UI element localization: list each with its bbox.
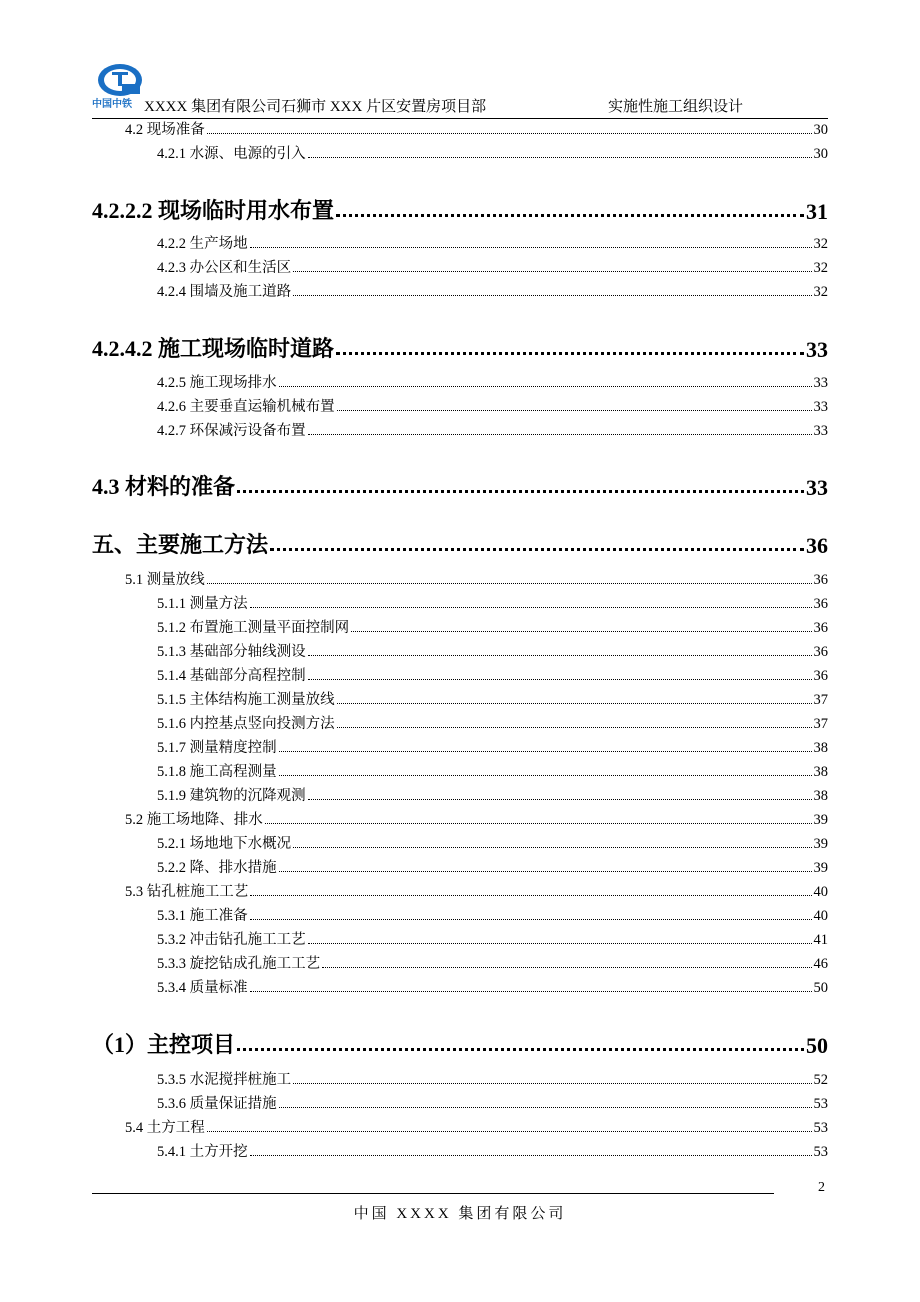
- toc-entry[interactable]: [92, 419, 828, 440]
- toc-entry-page: 38: [813, 788, 828, 804]
- toc-leader-dots: [308, 157, 812, 158]
- toc-entry-page: 50: [813, 980, 828, 996]
- toc-entry-page: 32: [813, 236, 828, 252]
- toc-entry[interactable]: [92, 952, 828, 973]
- toc-entry-page: 33: [813, 399, 828, 415]
- toc-entry-label: 5.3.6 质量保证措施: [157, 1096, 277, 1112]
- toc-leader-dots: [336, 352, 804, 355]
- toc-entry[interactable]: [92, 664, 828, 685]
- toc-entry-page: 32: [813, 260, 828, 276]
- toc-entry-label: 5.3 钻孔桩施工工艺: [125, 884, 249, 900]
- toc-entry-label: 5.2.1 场地地下水概况: [157, 836, 292, 852]
- toc-entry-label: （1）主控项目: [92, 1032, 236, 1057]
- toc-entry-label: 5.3.3 旋挖钻成孔施工工艺: [157, 956, 321, 972]
- toc-entry-page: 36: [813, 596, 828, 612]
- toc-entry-label: 4.2.2.2 现场临时用水布置: [92, 198, 335, 223]
- toc-entry-page: 36: [813, 620, 828, 636]
- toc-leader-dots: [308, 679, 812, 680]
- toc-entry-page: 37: [813, 692, 828, 708]
- toc-entry-label: 5.2.2 降、排水措施: [157, 860, 277, 876]
- toc-leader-dots: [250, 991, 812, 992]
- toc-leader-dots: [270, 548, 804, 551]
- toc-leader-dots: [293, 295, 811, 296]
- toc-leader-dots: [279, 871, 812, 872]
- toc-entry-page: 37: [813, 716, 828, 732]
- toc-entry[interactable]: [92, 470, 828, 501]
- china-railway-logo-icon: [92, 62, 150, 110]
- toc-entry-page: 36: [813, 572, 828, 588]
- toc-entry-page: 53: [813, 1144, 828, 1160]
- toc-entry-page: 40: [813, 884, 828, 900]
- toc-entry[interactable]: [92, 784, 828, 805]
- toc-entry-label: 5.1.2 布置施工测量平面控制网: [157, 620, 350, 636]
- toc-leader-dots: [207, 133, 812, 134]
- page-number: 2: [818, 1180, 825, 1195]
- toc-entry[interactable]: [92, 928, 828, 949]
- toc-leader-dots: [322, 967, 811, 968]
- toc-entry-label: 5.3.5 水泥搅拌桩施工: [157, 1072, 292, 1088]
- toc-entry-page: 30: [813, 122, 828, 138]
- toc-leader-dots: [237, 1048, 804, 1051]
- toc-leader-dots: [308, 655, 812, 656]
- toc-entry[interactable]: [92, 640, 828, 661]
- toc-entry[interactable]: [92, 1068, 828, 1089]
- toc-entry-label: 4.2.4 围墙及施工道路: [157, 284, 292, 300]
- toc-entry-label: 5.1.6 内控基点竖向投测方法: [157, 716, 335, 732]
- toc-entry-page: 33: [813, 423, 828, 439]
- toc-leader-dots: [237, 490, 804, 493]
- toc-entry-label: 5.2 施工场地降、排水: [125, 812, 263, 828]
- toc-entry-page: 33: [806, 475, 828, 500]
- toc-entry[interactable]: [92, 712, 828, 733]
- toc-entry-page: 52: [813, 1072, 828, 1088]
- toc-entry[interactable]: [92, 688, 828, 709]
- toc-entry[interactable]: [92, 395, 828, 416]
- toc-leader-dots: [250, 247, 812, 248]
- toc-entry[interactable]: [92, 1092, 828, 1113]
- toc-entry-page: 39: [813, 860, 828, 876]
- toc-entry-page: 33: [813, 375, 828, 391]
- toc-entry[interactable]: [92, 976, 828, 997]
- toc-entry-label: 4.2.3 办公区和生活区: [157, 260, 292, 276]
- toc-leader-dots: [250, 607, 812, 608]
- toc-entry-page: 50: [806, 1033, 828, 1058]
- toc-entry[interactable]: [92, 592, 828, 613]
- toc-leader-dots: [250, 895, 811, 896]
- toc-entry-label: 5.1 测量放线: [125, 572, 205, 588]
- toc-leader-dots: [279, 1107, 812, 1108]
- toc-entry-label: 4.2.4.2 施工现场临时道路: [92, 336, 335, 361]
- toc-entry-label: 5.3.1 施工准备: [157, 908, 248, 924]
- toc-entry[interactable]: [92, 616, 828, 637]
- toc-entry-page: 40: [813, 908, 828, 924]
- toc-entry-page: 31: [806, 199, 828, 224]
- toc-entry-label: 5.1.7 测量精度控制: [157, 740, 277, 756]
- toc-leader-dots: [351, 631, 811, 632]
- toc-entry[interactable]: [92, 256, 828, 277]
- toc-leader-dots: [308, 799, 812, 800]
- toc-entry-page: 36: [806, 533, 828, 558]
- toc-entry-label: 五、主要施工方法: [92, 532, 269, 557]
- toc-entry-page: 39: [813, 812, 828, 828]
- toc-entry[interactable]: [92, 232, 828, 253]
- toc-leader-dots: [293, 847, 811, 848]
- toc-entry[interactable]: [92, 880, 828, 901]
- toc-entry-label: 4.3 材料的准备: [92, 474, 236, 499]
- toc-leader-dots: [279, 751, 812, 752]
- toc-entry-label: 5.1.9 建筑物的沉降观测: [157, 788, 306, 804]
- toc-entry[interactable]: [92, 1116, 828, 1137]
- toc-leader-dots: [336, 214, 804, 217]
- toc-entry-label: 5.1.3 基础部分轴线测设: [157, 644, 306, 660]
- toc-entry-page: 38: [813, 764, 828, 780]
- toc-entry-label: 5.1.4 基础部分高程控制: [157, 668, 306, 684]
- toc-leader-dots: [250, 1155, 812, 1156]
- toc-leader-dots: [279, 386, 812, 387]
- footer-company: 中国 XXXX 集团有限公司: [353, 1206, 567, 1222]
- toc-entry-label: 5.3.4 质量标准: [157, 980, 248, 996]
- toc-entry-page: 36: [813, 644, 828, 660]
- page-header: [92, 62, 828, 122]
- toc-entry-page: 32: [813, 284, 828, 300]
- toc-entry[interactable]: [92, 1140, 828, 1161]
- toc-entry-label: 5.1.5 主体结构施工测量放线: [157, 692, 335, 708]
- toc-entry-label: 4.2.2 生产场地: [157, 236, 248, 252]
- toc-entry-label: 5.4.1 土方开挖: [157, 1144, 248, 1160]
- toc-entry[interactable]: [92, 856, 828, 877]
- header-document-title: 实施性施工组织设计: [608, 99, 744, 115]
- toc-entry[interactable]: [92, 280, 828, 301]
- toc-entry-label: 5.1.1 测量方法: [157, 596, 248, 612]
- toc-entry-label: 5.3.2 冲击钻孔施工工艺: [157, 932, 306, 948]
- toc-entry-page: 46: [813, 956, 828, 972]
- toc-entry-label: 5.1.8 施工高程测量: [157, 764, 277, 780]
- footer-divider: [92, 1193, 774, 1194]
- toc-entry-label: 4.2.5 施工现场排水: [157, 375, 277, 391]
- logo-text: 中国中铁: [92, 99, 132, 110]
- toc-entry[interactable]: [92, 760, 828, 781]
- toc-entry[interactable]: [92, 194, 828, 225]
- toc-entry-label: 5.4 土方工程: [125, 1120, 205, 1136]
- toc-leader-dots: [265, 823, 812, 824]
- toc-entry-label: 4.2.7 环保减污设备布置: [157, 423, 306, 439]
- toc-entry-page: 39: [813, 836, 828, 852]
- toc-entry[interactable]: [92, 904, 828, 925]
- toc-entry[interactable]: [92, 1028, 828, 1059]
- toc-entry-page: 30: [813, 146, 828, 162]
- toc-entry[interactable]: [92, 736, 828, 757]
- toc-entry[interactable]: [92, 142, 828, 163]
- toc-leader-dots: [250, 919, 812, 920]
- toc-entry-page: 33: [806, 337, 828, 362]
- toc-entry[interactable]: [92, 832, 828, 853]
- toc-leader-dots: [207, 1131, 812, 1132]
- toc-leader-dots: [279, 775, 812, 776]
- toc-leader-dots: [293, 1083, 811, 1084]
- toc-leader-dots: [337, 727, 812, 728]
- toc-leader-dots: [207, 583, 812, 584]
- toc-entry[interactable]: [92, 371, 828, 392]
- toc-leader-dots: [308, 434, 812, 435]
- toc-entry[interactable]: [92, 528, 828, 559]
- toc-entry-page: 36: [813, 668, 828, 684]
- toc-entry-label: 4.2.6 主要垂直运输机械布置: [157, 399, 335, 415]
- toc-entry[interactable]: [92, 568, 828, 589]
- toc-entry-page: 53: [813, 1120, 828, 1136]
- toc-entry-label: 4.2 现场准备: [125, 122, 205, 138]
- toc-leader-dots: [337, 703, 812, 704]
- toc-entry-label: 4.2.1 水源、电源的引入: [157, 146, 306, 162]
- toc-leader-dots: [337, 410, 812, 411]
- toc-entry[interactable]: [92, 118, 828, 139]
- toc-leader-dots: [308, 943, 812, 944]
- header-project-title: XXXX 集团有限公司石狮市 XXX 片区安置房项目部: [144, 99, 487, 115]
- toc-leader-dots: [293, 271, 811, 272]
- toc-entry[interactable]: [92, 332, 828, 363]
- toc-entry[interactable]: [92, 808, 828, 829]
- toc-entry-page: 38: [813, 740, 828, 756]
- toc-entry-page: 41: [813, 932, 828, 948]
- toc-entry-page: 53: [813, 1096, 828, 1112]
